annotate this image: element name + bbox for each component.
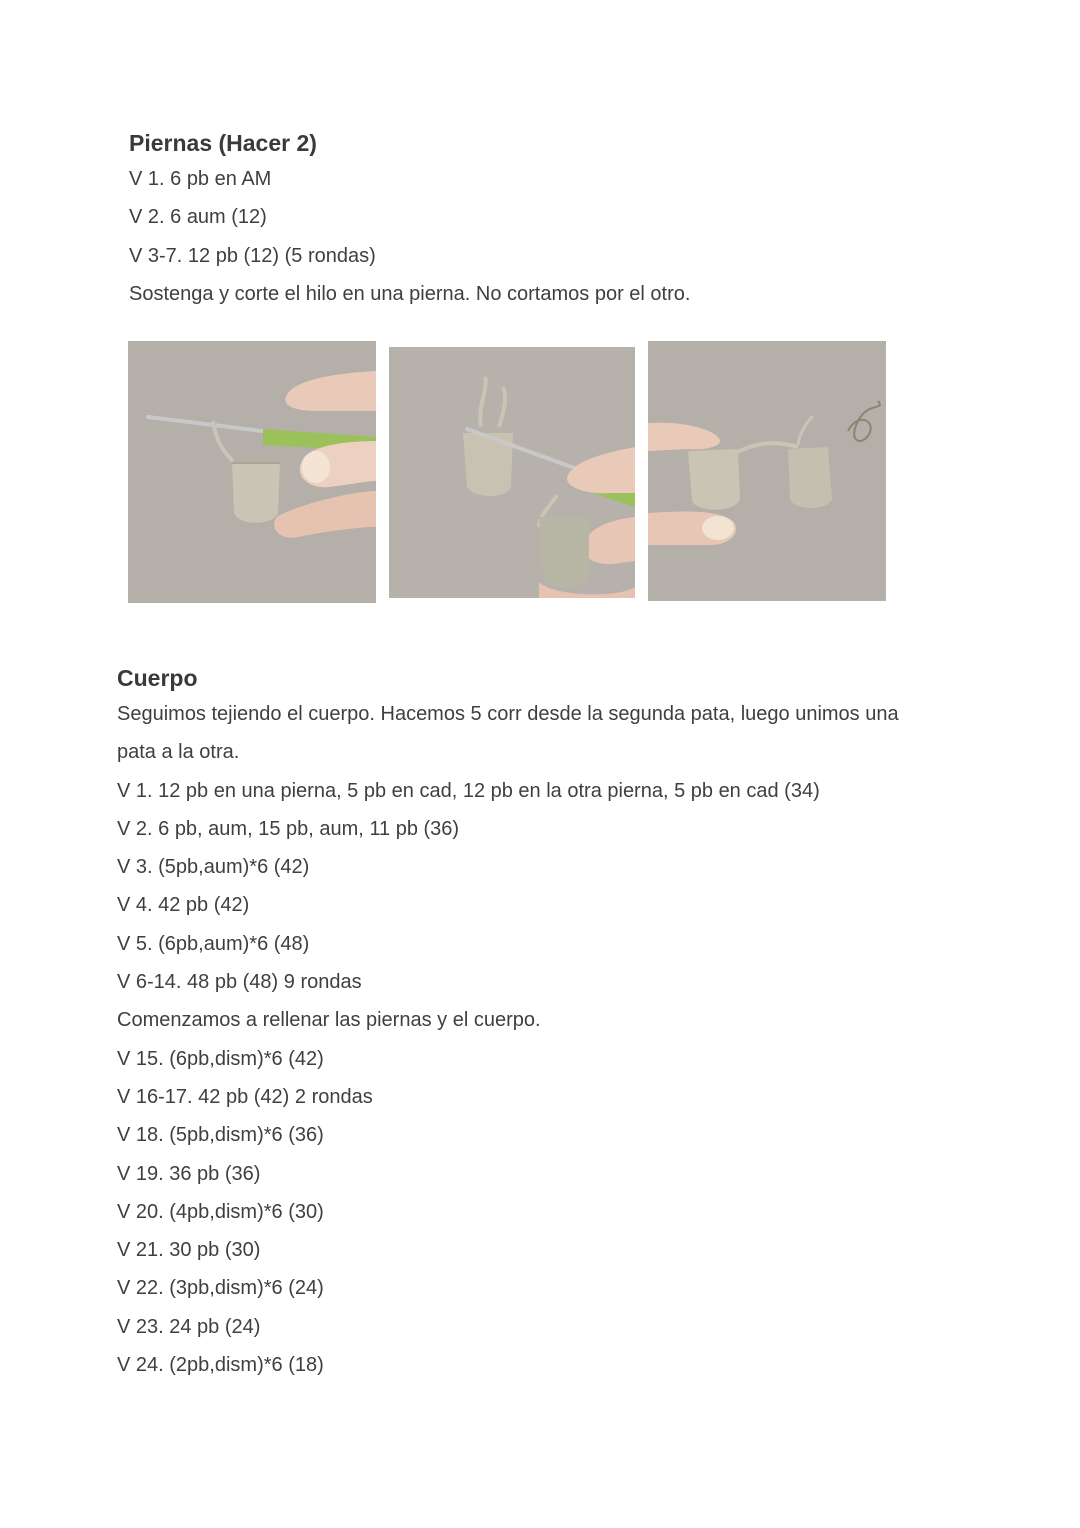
two-legs-on-hook-photo [389, 347, 635, 598]
body-intro: Seguimos tejiendo el cuerpo. Hacemos 5 corr desde la segunda pata, luego unimos una pata a la otra. [117, 703, 899, 764]
body-round-5: V 5. (6pb,aum)*6 (48) [117, 932, 310, 955]
body-round-21: V 21. 30 pb (30) [117, 1239, 261, 1262]
body-round-2: V 2. 6 pb, aum, 15 pb, aum, 11 pb (36) [117, 817, 460, 840]
legs-round-3-7: V 3-7. 12 pb (12) (5 rondas) [129, 244, 376, 267]
legs-instruction: Sostenga y corte el hilo en una pierna. No cortamos por el otro. [129, 282, 691, 305]
legs-heading: Piernas (Hacer 2) [129, 130, 317, 156]
legs-round-1: V 1. 6 pb en AM [129, 168, 272, 190]
legs-joined-photo [648, 341, 886, 601]
body-round-24: V 24. (2pb,dism)*6 (18) [117, 1354, 324, 1377]
body-round-20: V 20. (4pb,dism)*6 (30) [117, 1200, 324, 1223]
body-round-16-17: V 16-17. 42 pb (42) 2 rondas [117, 1085, 373, 1108]
body-round-6-14: V 6-14. 48 pb (48) 9 rondas [117, 971, 362, 994]
body-round-22: V 22. (3pb,dism)*6 (24) [117, 1277, 324, 1300]
body-round-23: V 23. 24 pb (24) [117, 1315, 261, 1338]
body-round-3: V 3. (5pb,aum)*6 (42) [117, 856, 310, 879]
body-stuffing-note: Comenzamos a rellenar las piernas y el cuerpo. [117, 1009, 541, 1032]
body-round-1: V 1. 12 pb en una pierna, 5 pb en cad, 12 pb en la otra pierna, 5 pb en cad (34) [117, 779, 820, 802]
body-heading: Cuerpo [117, 665, 198, 691]
body-round-18: V 18. (5pb,dism)*6 (36) [117, 1124, 324, 1147]
body-round-19: V 19. 36 pb (36) [117, 1162, 261, 1185]
body-section [117, 661, 977, 1384]
body-round-15: V 15. (6pb,dism)*6 (42) [117, 1047, 324, 1070]
legs-section [129, 126, 969, 313]
body-round-4: V 4. 42 pb (42) [117, 894, 250, 917]
legs-round-2: V 2. 6 aum (12) [129, 206, 267, 229]
crochet-leg-on-hook-photo [128, 341, 376, 603]
